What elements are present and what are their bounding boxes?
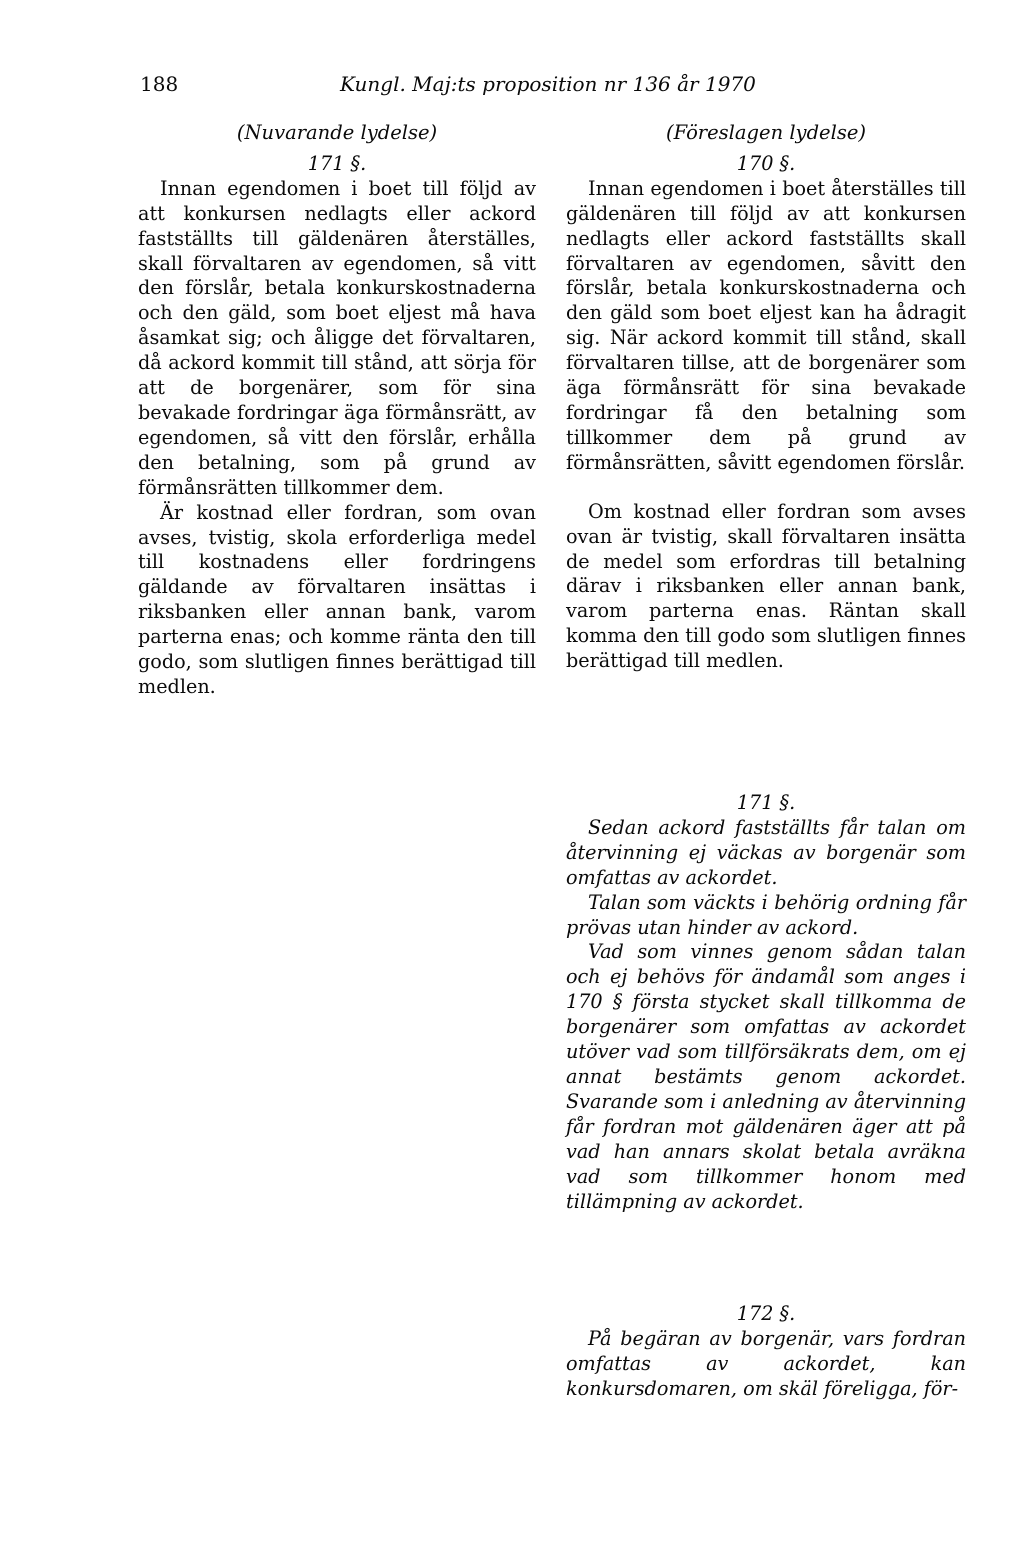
- column-heading-proposed: (Föreslagen lydelse): [666, 121, 866, 144]
- column-heading-current: (Nuvarande lydelse): [236, 121, 438, 144]
- page-header: [140, 72, 970, 102]
- page-number: 188: [140, 72, 179, 96]
- section-number: 171 §.: [307, 151, 367, 175]
- paragraph-gap: [566, 476, 966, 500]
- section-number: 170 §.: [736, 151, 796, 175]
- paragraph: Om kostnad eller fordran som avses ovan är tvistig, skall förvaltaren insätta de medel som erfordras till betalning därav i riksbanken eller annan bank, varom parterna enas. Räntan skall komma den till godo som slutligen finnes berättigad till medlen.: [566, 499, 967, 673]
- new-section-171: [566, 791, 966, 1214]
- section-number: 171 §.: [736, 791, 796, 814]
- running-head: Kungl. Maj:ts proposition nr 136 år 1970: [340, 72, 756, 96]
- paragraph: Talan som väckts i behörig ordning får prövas utan hinder av ackord.: [566, 890, 966, 939]
- paragraph: Innan egendomen i boet till följd av att konkursen nedlagts eller ackord fastställts till gäldenären återställes, skall förvaltaren av egendomen, så vitt den förslår, betala konkurskostnaderna och den gäld, som boet eljest må hava åsamkat sig; och åligge det förvaltaren, då ackord kommit till stånd, att sörja för att de borgenärer, som för sina bevakade fordringar äga förmånsrätt, av egendomen, så vitt den förslår, erhålla den betalning, som på grund av förmånsrätten tillkommer dem.: [138, 176, 536, 499]
- new-section-172: [566, 1302, 966, 1402]
- paragraph: På begäran av borgenär, vars fordran omfattas av ackordet, kan konkursdomaren, om skäl föreligga, för-: [566, 1326, 966, 1400]
- paragraph: Är kostnad eller fordran, som ovan avses, tvistig, skola erforderliga medel till kostnadens eller fordringens gäldande av förvaltaren insättas i riksbanken eller annan bank, varom parterna enas; och komme ränta den till godo, som slutligen finnes berättigad till medlen.: [138, 500, 536, 698]
- paragraph: Vad som vinnes genom sådan talan och ej behövs för ändamål som anges i 170 § första stycket skall tillkomma de borgenärer som omfattas av ackordet utöver vad som tillförsäkrats dem, om ej annat bestämts genom ackordet. Svarande som i anledning av återvinning får fordran mot gäldenären äger att på vad han annars skolat betala avräkna vad som tillkommer honom med tillämpning av ackordet.: [566, 940, 966, 1213]
- section-number: 172 §.: [736, 1302, 796, 1325]
- current-wording-column: [138, 121, 536, 700]
- paragraph: Sedan ackord fastställts får talan om återvinning ej väckas av borgenär som omfattas av ackordet.: [566, 815, 966, 889]
- paragraph: Innan egendomen i boet återställes till gäldenären till följd av att konkursen nedlagts eller ackord fastställts skall förvaltaren av egendomen, såvitt den förslår, betala konkurskostnaderna och den gäld som boet eljest kan ha ådragit sig. När ackord kommit till stånd, skall förvaltaren tillse, att de borgenärer som äga förmånsrätt för sina bevakade fordringar få den betalning som tillkommer dem på grund av förmånsrätten, såvitt egendomen förslår.: [566, 176, 966, 474]
- proposed-wording-column: [566, 121, 966, 674]
